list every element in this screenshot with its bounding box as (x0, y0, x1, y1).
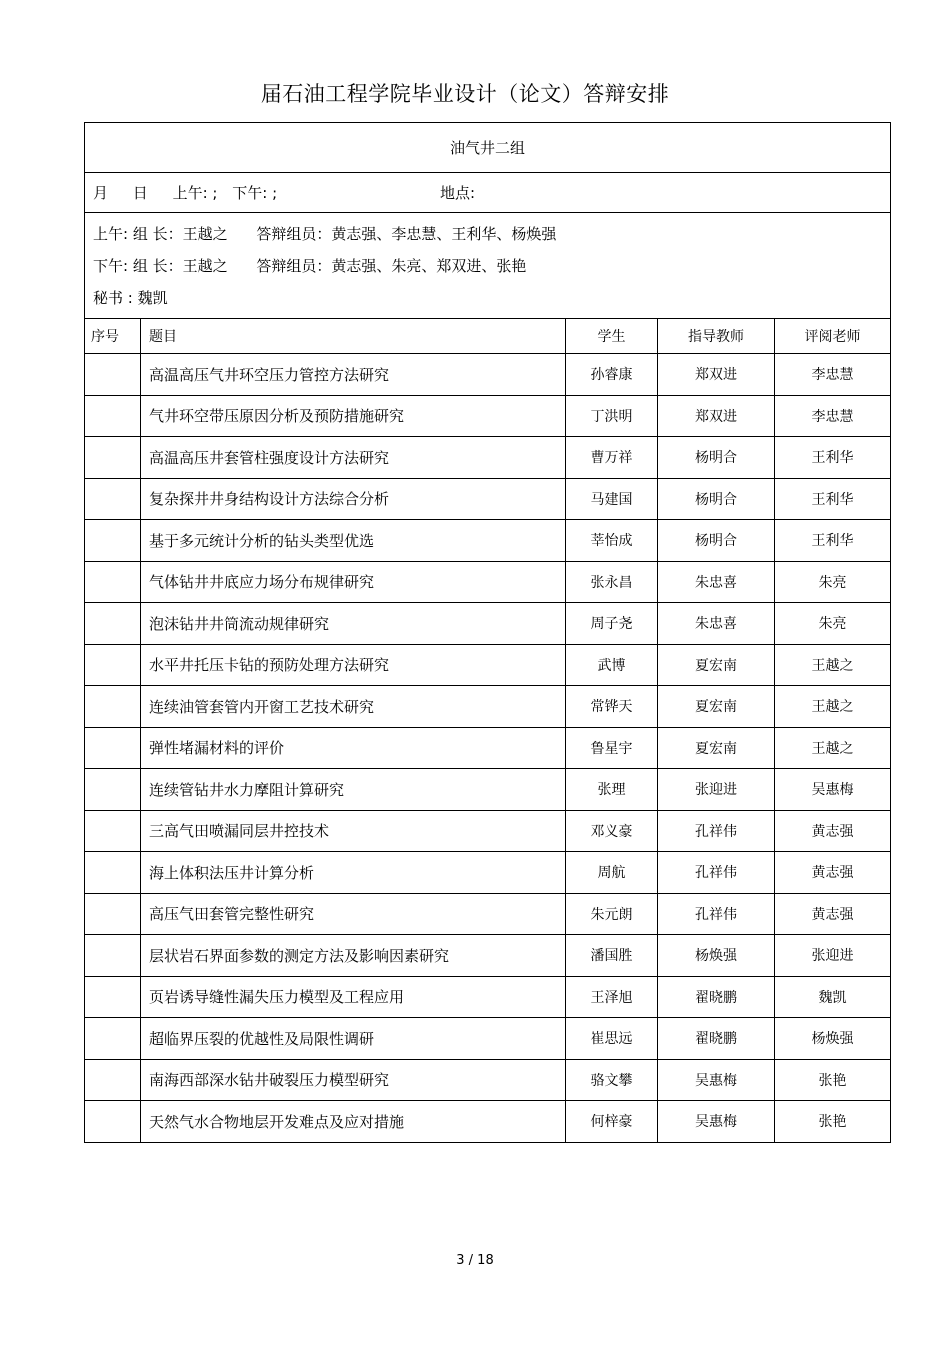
header-reviewer: 评阅老师 (775, 319, 891, 354)
row-advisor: 吴惠梅 (658, 1059, 775, 1101)
row-topic: 气体钻井井底应力场分布规律研究 (141, 561, 566, 603)
row-number (85, 727, 141, 769)
row-number (85, 644, 141, 686)
row-number (85, 520, 141, 562)
group-name: 油气井二组 (85, 123, 891, 173)
row-number (85, 478, 141, 520)
row-student: 王泽旭 (566, 976, 658, 1018)
row-student: 孙睿康 (566, 354, 658, 396)
row-reviewer: 李忠慧 (775, 395, 891, 437)
table-row (85, 561, 891, 603)
header-topic: 题目 (141, 319, 566, 354)
row-topic: 三高气田喷漏同层井控技术 (141, 810, 566, 852)
row-student: 马建国 (566, 478, 658, 520)
table-row (85, 727, 891, 769)
row-topic: 页岩诱导缝性漏失压力模型及工程应用 (141, 976, 566, 1018)
table-row (85, 1101, 891, 1143)
committee-info (85, 213, 891, 319)
row-student: 张永昌 (566, 561, 658, 603)
table-row (85, 437, 891, 479)
row-number (85, 1101, 141, 1143)
morning-leader: 组 长：王越之 (132, 224, 228, 243)
schedule-morning: 上午: ; (172, 184, 218, 202)
row-advisor: 夏宏南 (658, 727, 775, 769)
row-student: 张理 (566, 769, 658, 811)
row-number (85, 395, 141, 437)
row-reviewer: 王利华 (775, 478, 891, 520)
afternoon-leader: 组 长：王越之 (132, 256, 228, 275)
row-advisor: 孔祥伟 (658, 893, 775, 935)
row-advisor: 朱忠喜 (658, 603, 775, 645)
row-topic: 高温高压气井环空压力管控方法研究 (141, 354, 566, 396)
table-row (85, 603, 891, 645)
table-row (85, 769, 891, 811)
afternoon-committee (93, 250, 882, 282)
row-reviewer: 王越之 (775, 686, 891, 728)
row-student: 骆文攀 (566, 1059, 658, 1101)
header-advisor: 指导教师 (658, 319, 775, 354)
row-advisor: 杨焕强 (658, 935, 775, 977)
row-topic: 超临界压裂的优越性及局限性调研 (141, 1018, 566, 1060)
row-student: 潘国胜 (566, 935, 658, 977)
row-topic: 高温高压井套管柱强度设计方法研究 (141, 437, 566, 479)
table-row (85, 644, 891, 686)
schedule-location: 地点: (439, 184, 475, 202)
morning-committee (93, 218, 882, 250)
table-row (85, 354, 891, 396)
row-topic: 弹性堵漏材料的评价 (141, 727, 566, 769)
afternoon-members: 答辩组员：黄志强、朱亮、郑双进、张艳 (256, 256, 527, 275)
morning-label: 上午: (93, 224, 129, 243)
morning-members: 答辩组员：黄志强、李忠慧、王利华、杨焕强 (256, 224, 557, 243)
table-row (85, 478, 891, 520)
row-number (85, 603, 141, 645)
row-topic: 天然气水合物地层开发难点及应对措施 (141, 1101, 566, 1143)
row-student: 丁洪明 (566, 395, 658, 437)
row-reviewer: 王越之 (775, 727, 891, 769)
row-reviewer: 朱亮 (775, 561, 891, 603)
row-reviewer: 魏凯 (775, 976, 891, 1018)
row-student: 何梓豪 (566, 1101, 658, 1143)
row-number (85, 810, 141, 852)
row-topic: 泡沫钻井井筒流动规律研究 (141, 603, 566, 645)
afternoon-label: 下午: (93, 256, 129, 275)
row-topic: 连续油管套管内开窗工艺技术研究 (141, 686, 566, 728)
row-advisor: 杨明合 (658, 520, 775, 562)
row-number (85, 437, 141, 479)
table-header-row (85, 319, 891, 354)
schedule-day: 日 (132, 184, 148, 202)
header-student: 学生 (566, 319, 658, 354)
table-row (85, 1059, 891, 1101)
row-student: 鲁星宇 (566, 727, 658, 769)
row-student: 朱元朗 (566, 893, 658, 935)
row-advisor: 夏宏南 (658, 686, 775, 728)
row-student: 崔思远 (566, 1018, 658, 1060)
row-topic: 基于多元统计分析的钻头类型优选 (141, 520, 566, 562)
row-reviewer: 黄志强 (775, 852, 891, 894)
row-reviewer: 张艳 (775, 1101, 891, 1143)
row-reviewer: 李忠慧 (775, 354, 891, 396)
document-title: 届石油工程学院毕业设计（论文）答辩安排 (260, 82, 670, 106)
row-reviewer: 黄志强 (775, 893, 891, 935)
row-reviewer: 黄志强 (775, 810, 891, 852)
row-student: 莘怡成 (566, 520, 658, 562)
row-advisor: 翟晓鹏 (658, 976, 775, 1018)
schedule-month: 月 (93, 184, 109, 202)
row-number (85, 935, 141, 977)
row-advisor: 郑双进 (658, 395, 775, 437)
row-advisor: 孔祥伟 (658, 810, 775, 852)
table-row (85, 810, 891, 852)
table-row (85, 395, 891, 437)
row-student: 周航 (566, 852, 658, 894)
table-row (85, 520, 891, 562)
row-advisor: 孔祥伟 (658, 852, 775, 894)
table-row (85, 686, 891, 728)
row-topic: 复杂探井井身结构设计方法综合分析 (141, 478, 566, 520)
row-topic: 海上体积法压井计算分析 (141, 852, 566, 894)
page-number: 3 / 18 (456, 1253, 494, 1268)
schedule-afternoon: 下午: ; (232, 184, 278, 202)
row-reviewer: 吴惠梅 (775, 769, 891, 811)
row-student: 曹万祥 (566, 437, 658, 479)
row-student: 常铧天 (566, 686, 658, 728)
header-number: 序号 (85, 319, 141, 354)
row-reviewer: 杨焕强 (775, 1018, 891, 1060)
row-reviewer: 王利华 (775, 520, 891, 562)
row-advisor: 郑双进 (658, 354, 775, 396)
row-student: 周子尧 (566, 603, 658, 645)
table-row (85, 852, 891, 894)
defense-schedule-table (84, 122, 891, 1143)
row-number (85, 769, 141, 811)
row-topic: 南海西部深水钻井破裂压力模型研究 (141, 1059, 566, 1101)
row-number (85, 893, 141, 935)
row-advisor: 夏宏南 (658, 644, 775, 686)
row-topic: 水平井托压卡钻的预防处理方法研究 (141, 644, 566, 686)
row-number (85, 561, 141, 603)
row-advisor: 杨明合 (658, 437, 775, 479)
row-advisor: 杨明合 (658, 478, 775, 520)
schedule-info (85, 173, 891, 213)
table-row (85, 976, 891, 1018)
row-number (85, 354, 141, 396)
row-topic: 连续管钻井水力摩阻计算研究 (141, 769, 566, 811)
row-student: 邓义豪 (566, 810, 658, 852)
row-topic: 层状岩石界面参数的测定方法及影响因素研究 (141, 935, 566, 977)
row-topic: 高压气田套管完整性研究 (141, 893, 566, 935)
row-topic: 气井环空带压原因分析及预防措施研究 (141, 395, 566, 437)
table-row (85, 893, 891, 935)
row-reviewer: 王越之 (775, 644, 891, 686)
row-reviewer: 张艳 (775, 1059, 891, 1101)
row-advisor: 翟晓鹏 (658, 1018, 775, 1060)
row-reviewer: 朱亮 (775, 603, 891, 645)
table-row (85, 935, 891, 977)
row-reviewer: 王利华 (775, 437, 891, 479)
table-row (85, 1018, 891, 1060)
row-number (85, 1018, 141, 1060)
row-number (85, 976, 141, 1018)
row-number (85, 1059, 141, 1101)
row-number (85, 852, 141, 894)
row-student: 武博 (566, 644, 658, 686)
row-advisor: 张迎进 (658, 769, 775, 811)
row-number (85, 686, 141, 728)
secretary: 秘书 : 魏凯 (93, 288, 168, 307)
row-advisor: 朱忠喜 (658, 561, 775, 603)
row-reviewer: 张迎进 (775, 935, 891, 977)
row-advisor: 吴惠梅 (658, 1101, 775, 1143)
